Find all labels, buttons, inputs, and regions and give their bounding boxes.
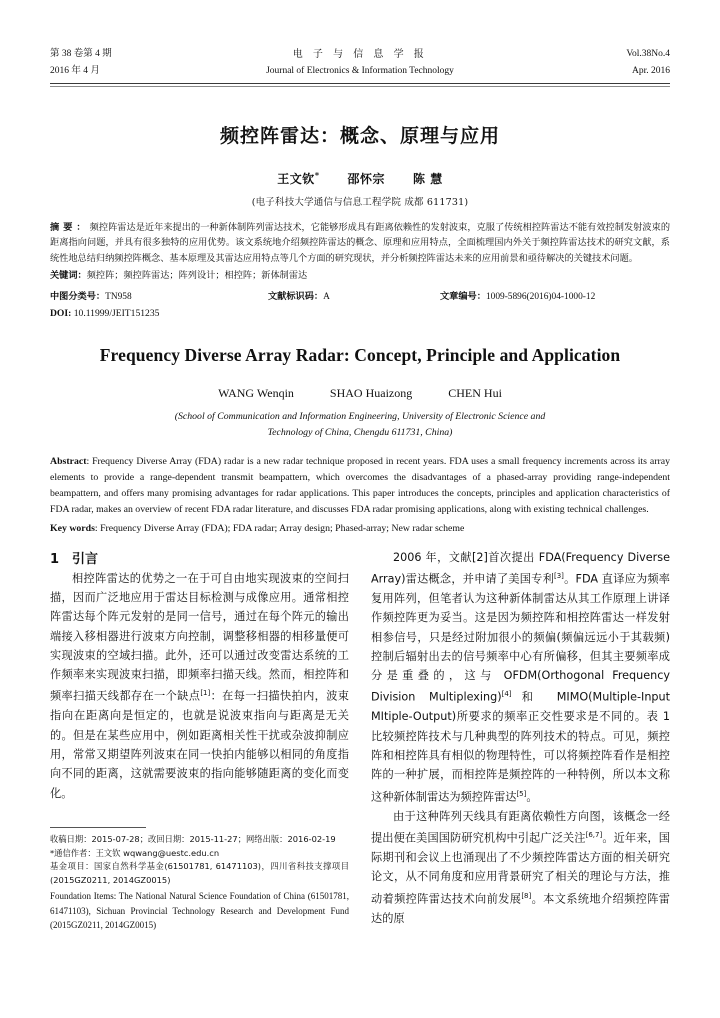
paragraph-right-1b: 。FDA 直译应为频率复用阵列，但笔者认为这种新体制雷达从其工作原理上讲译作频控阵更为妥当。这是因为频控阵和相控阵雷达一样发射相参信号，只是经过附加很小的频偏(频偏远远小于其载频)控制后辐射出去的信号频率中心有所偏移，但其主要频率成分是重叠的，这与 OFDM(Orthogonal Frequency Division Multiplexing): [371, 572, 670, 705]
issue-date-cn: 2016 年 4 月: [50, 66, 100, 76]
keywords-cn: [50, 268, 670, 283]
abstract-en: [50, 454, 670, 519]
affiliation-en-line1: (School of Communication and Information Engineering, University of Electronic Science and: [174, 410, 546, 422]
paragraph-intro-part2: ：在每一扫描快拍内，波束指向在距离向是恒定的，也就是说波束指向与距离是无关的。但是在某些应用中，例如距离相关性干扰或杂波抑制应用，常常又期望阵列波束在同一快拍内能够以相同的角度指向不同的距离，这就需要波束的指向能够随距离的变化而变化。: [50, 690, 349, 800]
article-number-field: [440, 289, 670, 305]
keywords-en: [50, 521, 670, 537]
citation-ref-67: [6,7]: [585, 831, 603, 839]
keywords-text-en: : Frequency Diverse Array (FDA); FDA radar; Array design; Phased-array; New radar scheme: [94, 523, 465, 535]
section-number: 1: [50, 551, 60, 567]
paragraph-right-1a: 2006 年，文献[2]首次提出 FDA(Frequency Diverse Array)雷达概念，并申请了美国专利: [371, 550, 670, 586]
footnote-corresponding-author: *通信作者：王文钦 wqwang@uestc.edu.cn: [50, 847, 220, 858]
author-list-cn: [50, 170, 670, 187]
paragraph-right-1c: 和 MIMO(Multiple-Input MItiple-Output)所要求的频率正交性要求是不同的。表 1 比较频控阵技术与几种典型的阵列技术的特点。可见，频控阵和相控阵具有相似的物理特性，可以将频控阵看作是相控阵的一种扩展，而相控阵是频控阵的一种特例，所以本文称这种新体制雷达为频控阵雷达: [371, 691, 670, 804]
paragraph-right-2: [371, 807, 670, 928]
running-head-right: [520, 46, 670, 80]
column-right: [371, 548, 670, 933]
keywords-label-cn: 关键词：: [50, 270, 87, 282]
citation-ref-4: [4]: [501, 690, 512, 699]
paragraph-right-1: [371, 548, 670, 807]
abstract-label-en: Abstract: [50, 455, 87, 467]
metadata-row: [50, 289, 670, 305]
paragraph-intro-part1: 相控阵雷达的优势之一在于可自由地实现波束的空间扫描，因而广泛地应用于雷达目标检测与成像应用。通常相控阵雷达每个阵元发射的是同一信号，通过在每个阵元的输出端接入移相器进行波束方向控制，调整移相器的相移量便可实现波束的空域扫描。此外，还可以通过改变雷达系统的工作频率来实现波束扫描，即频率扫描天线。然而，相控阵和频率扫描天线都存在一个缺点: [50, 571, 349, 704]
section-title: 引言: [72, 551, 99, 567]
author-list-en: [50, 386, 670, 401]
issue-date-en: Apr. 2016: [632, 66, 670, 76]
footnote-funding-cn: 基金项目：国家自然科学基金(61501781, 61471103)，四川省科技支撑项目(2015GZ0211, 2014GZ0015): [50, 861, 349, 885]
author-cn-2: 邵怀宗: [347, 172, 386, 186]
doi-field: [50, 308, 670, 319]
author-cn-3: 陈 慧: [413, 172, 443, 186]
volume-issue: 第 38 卷第 4 期: [50, 49, 112, 59]
page-title-cn: 频控阵雷达：概念、原理与应用: [219, 125, 500, 147]
citation-ref-3: [3]: [553, 571, 564, 580]
page-title-en: Frequency Diverse Array Radar: Concept, Principle and Application: [99, 344, 621, 365]
keywords-text-cn: 频控阵；频控阵雷达；阵列设计；相控阵；新体制雷达: [86, 270, 308, 282]
abstract-text-cn: 频控阵雷达是近年来提出的一种新体制阵列雷达技术，它能够形成具有距离依赖性的发射波束，克服了传统相控阵雷达不能有效控制发射波束的距离指向问题，并具有很多独特的应用优势。该文系统地介绍频控阵雷达的概念、原理和应用特点，全面梳理国内外关于频控阵雷达技术的研究文献，系统性地总结归纳频控阵概念、基本原理及其雷达应用特点等几个方面的研究现状，并分析频控阵雷达未来的应用前景和亟待解决的关键技术问题。: [50, 222, 671, 264]
article-number-label: 文章编号：: [440, 290, 486, 302]
body-columns: [50, 548, 670, 933]
citation-ref-8: [8]: [521, 891, 532, 900]
abstract-text-en: : Frequency Diverse Array (FDA) radar is a new radar technique proposed in recent years. FDA uses a small frequency increments across its array elements to provide a range-dependent transmit beampattern, which overcomes the disadvantages of a phased-array providing range-independent beampattern, and offers many promising advantages for radar applications. This paper introduces the concepts, principles and application characteristics of FDA radar, makes an overview of recent FDA radar literature, and discusses FDA radar promising applications, along with existing technical challenges.: [50, 455, 670, 516]
affiliation-en: [50, 409, 670, 441]
running-head-center: [200, 46, 520, 80]
author-en-2: SHAO Huaizong: [329, 385, 413, 400]
corresponding-marker: *: [314, 170, 320, 180]
clc-label: 中图分类号：: [50, 290, 106, 302]
abstract-cn: [50, 220, 670, 266]
journal-title-cn: 电 子 与 信 息 学 报: [292, 49, 428, 60]
paragraph-right-1d: 。: [526, 790, 538, 804]
footnote-dates: 收稿日期：2015-07-28；改回日期：2015-11-27；网络出版：2016-02-19: [50, 834, 336, 845]
volume-number-en: Vol.38No.4: [626, 49, 670, 59]
keywords-label-en: Key words: [50, 523, 95, 535]
running-head: [50, 46, 670, 80]
running-head-left: [50, 46, 200, 80]
header-divider: [50, 83, 670, 87]
author-en-3: CHEN Hui: [448, 385, 502, 400]
paragraph-right-2a: 由于这种阵列天线具有距离依赖性方向图，该概念一经提出便在美国国防研究机构中引起广泛关注: [371, 809, 670, 845]
doi-label: DOI:: [50, 307, 72, 319]
citation-ref-5: [5]: [516, 789, 527, 798]
footnote-block: [50, 827, 349, 933]
footnote-divider: [50, 827, 146, 828]
author-cn-1: 王文钦*: [277, 170, 320, 186]
paragraph-intro: [50, 569, 349, 803]
column-left: [50, 548, 349, 933]
paragraph-right-2b: 。近年来，国际期刊和会议上也涌现出了不少频控阵雷达方面的相关研究论文，从不同角度和应用背景研究了相关的理论与方法，推动着频控阵雷达技术向前发展: [371, 831, 670, 906]
footnote-funding-en: Foundation Items: The National Natural Science Foundation of China (61501781, 61471103), Sichuan Provincial Technology Research and Development Fund (2015GZ0211, 2014GZ0015): [50, 891, 349, 931]
affiliation-en-line2: Technology of China, Chengdu 611731, China): [267, 426, 453, 438]
author-en-1: WANG Wenqin: [218, 385, 294, 400]
clc-field: [50, 289, 268, 305]
section-heading: [50, 548, 349, 567]
doccode-value: A: [323, 291, 330, 302]
doi-value: 10.11999/JEIT151235: [73, 307, 160, 319]
abstract-label-cn: 摘要：: [50, 222, 90, 233]
journal-title-en: Journal of Electronics & Information Technology: [266, 66, 454, 76]
citation-ref-1: [1]: [200, 689, 211, 698]
clc-value: TN958: [105, 291, 132, 302]
doccode-field: [268, 289, 440, 305]
paragraph-right-2c: 。本文系统地介绍频控阵雷达的原: [371, 892, 670, 925]
affiliation-cn: (电子科技大学通信与信息工程学院 成都 611731): [251, 197, 469, 208]
doccode-label: 文献标识码：: [268, 290, 324, 302]
article-number-value: 1009-5896(2016)04-1000-12: [485, 291, 596, 302]
